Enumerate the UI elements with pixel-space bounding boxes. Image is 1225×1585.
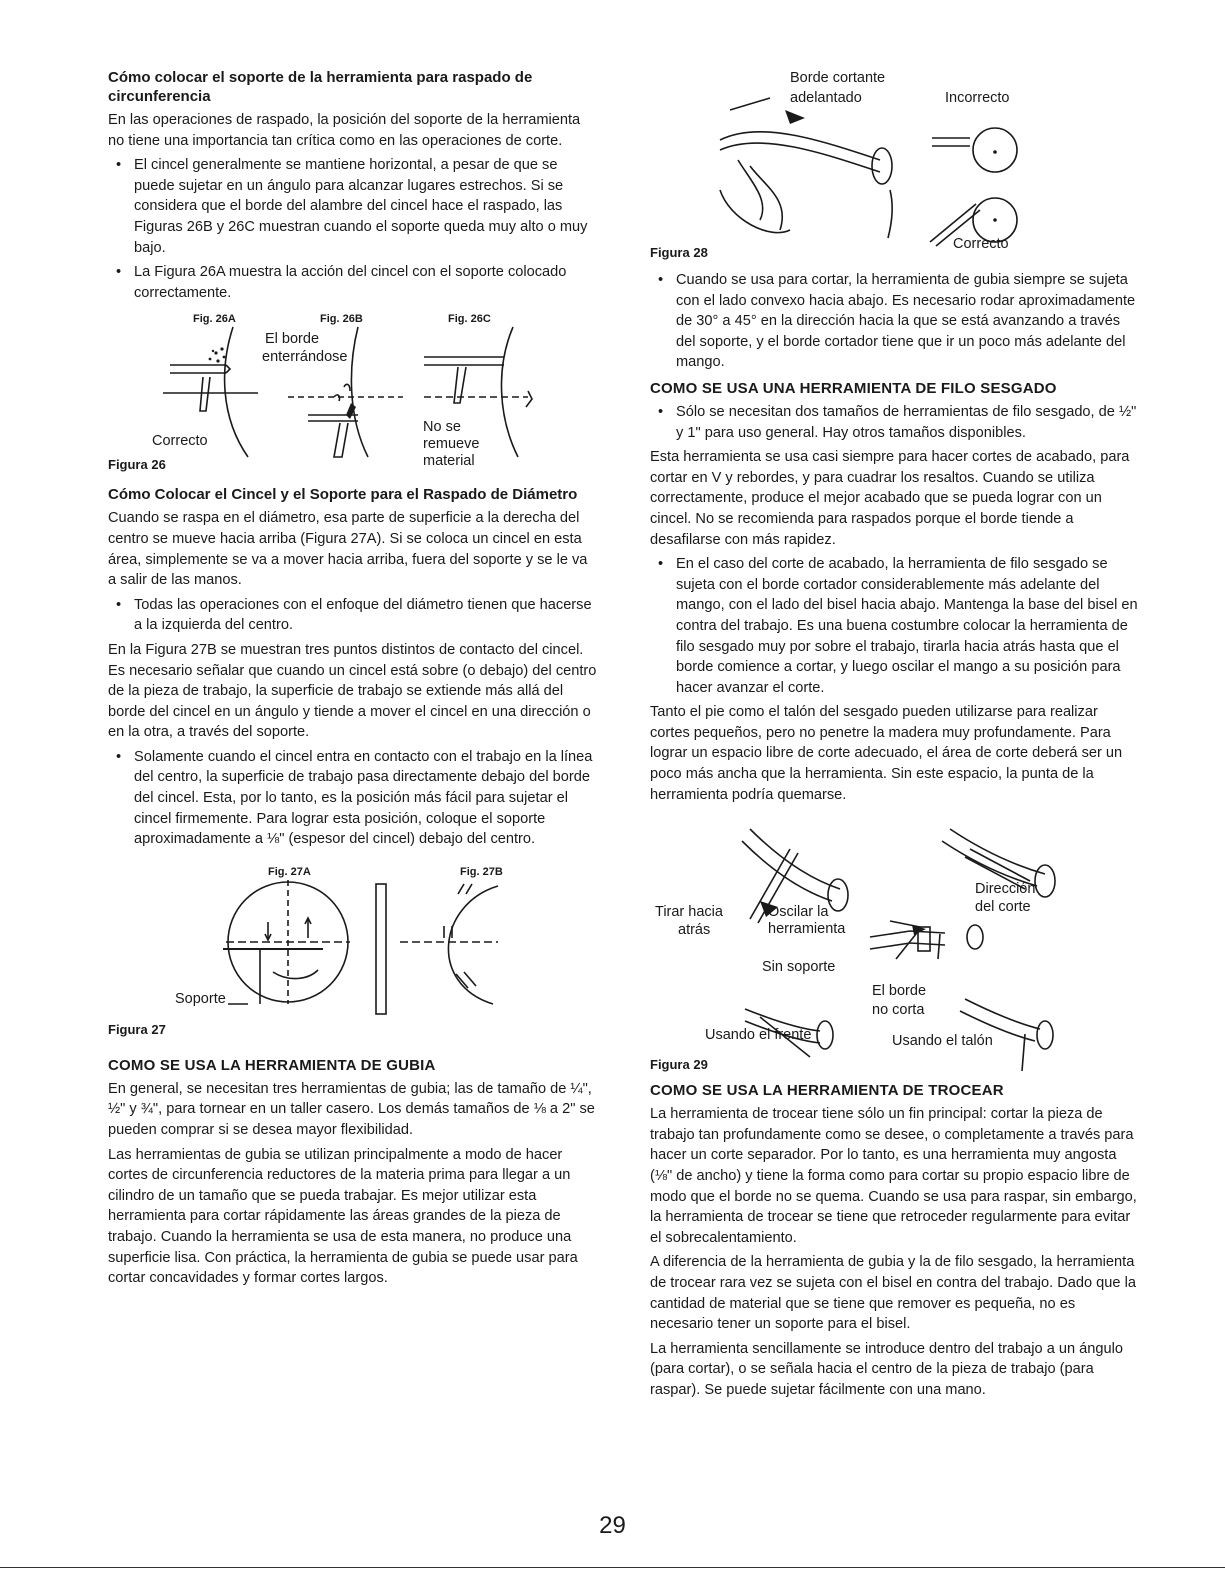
paragraph: En las operaciones de raspado, la posición del soporte de la herramienta no tiene una importancia tan crítica como en las operaciones de corte. [108,112,581,149]
fig-26-label-material: material [423,453,475,470]
bullet-list [650,270,1140,373]
paragraph: La herramienta sencillamente se introduce dentro del trabajo a un ángulo (para cortar), o se señala hacia el centro de la pieza de trabajo (para raspar). Se puede sujetar fácilmente con una mano. [650,1340,1123,1398]
fig-29-label-no-corta: no corta [872,1002,925,1019]
paragraph: Cuando se raspa en el diámetro, esa parte de superficie a la derecha del centro se mueve hacia arriba (Figura 27A). Si se coloca un cincel en esta área, simplemente se va a mover hacia arriba, fuera del soporte y se le va a salir de las manos. [108,510,588,589]
section-title-filo-sesgado: COMO SE USA UNA HERRAMIENTA DE FILO SESGADO [650,379,1057,397]
figure-27 [108,854,598,1037]
bullet-list [650,554,1140,698]
fig-26a-label: Fig. 26A [193,313,236,326]
list-item: • Sólo se necesitan dos tamaños de herramientas de filo sesgado, de ½" y 1" para uso general. Hay otros tamaños disponibles. [650,402,1140,443]
fig-26b-label: Fig. 26B [320,313,363,326]
figure-28 [650,70,1140,262]
fig-29-label-tirar-hacia: Tirar hacia [655,904,723,921]
fig-29-label-herramienta: herramienta [768,921,846,938]
fig-28-label-incorrecto: Incorrecto [945,90,1010,106]
fig-29-label-sin-soporte: Sin soporte [762,959,836,976]
figure-28-caption: Figura 28 [650,245,708,260]
paragraph: Las herramientas de gubia se utilizan principalmente a modo de hacer cortes de circunferencia reductores de la materia prima para llegar a un cilindro de un tamaño que se pueda trabajar. Es mejor utilizar esta herramienta para cortar rápidamente las áreas grandes de la pieza de trabajo. Cuando la herramienta se usa de esta manera, no produce una superficie lisa. Con práctica, la herramienta de gubia se puede usar para cortar concavidades y formar cortes largos. [108,1146,578,1287]
fig-29-label-del-corte: del corte [975,899,1031,916]
fig-26c-label: Fig. 26C [448,313,491,326]
list-item: • El cincel generalmente se mantiene horizontal, a pesar de que se puede sujetar en un ángulo para alcanzar lugares estrechos. Si se considera que el borde del alambre del cincel hace el raspado, las Figuras 26B y 26C muestran cuando el soporte queda muy alto o muy bajo. [108,155,598,258]
section-title-gubia: COMO SE USA LA HERRAMIENTA DE GUBIA [108,1056,436,1074]
figure-26 [108,307,598,475]
fig-29-label-usando-talon: Usando el talón [892,1033,993,1050]
paragraph: A diferencia de la herramienta de gubia y la de filo sesgado, la herramienta de trocear rara vez se sujeta con el bisel en contra del trabajo. Dado que la cantidad de material que se tiene que remover es pequeña, no es necesario tener un soporte para el bisel. [650,1254,1136,1333]
fig-28-drawing [650,70,1140,262]
list-item: • En el caso del corte de acabado, la herramienta de filo sesgado se sujeta con el borde cortador considerablemente más adelante del mango, con el lado del bisel hacia abajo. Mantenga la base del bisel en contra del trabajo. Es una buena costumbre colocar la herramienta de filo sesgado muy por sobre el trabajo, tirarla hacia atrás hasta que el borde comience a cortar, y luego oscilar el mango a su posición para hacer avanzar el corte. [650,554,1140,698]
paragraph: En general, se necesitan tres herramientas de gubia; las de tamaño de ¼", ½" y ¾", para tornear en un taller casero. Los demás tamaños de ⅛ a 2" se pueden comprar si se desea mayor flexibilidad. [108,1080,595,1139]
figure-29-caption: Figura 29 [650,1057,708,1073]
fig-29-label-oscilar-la: Oscilar la [768,904,829,921]
fig-26-label-enterrandose: enterrándose [262,349,348,366]
fig-29-label-usando-frente: Usando el frente [705,1027,812,1044]
list-item: • Todas las operaciones con el enfoque del diámetro tienen que hacerse a la izquierda del centro. [108,595,598,636]
fig-29-label-el-borde: El borde [872,983,927,1000]
fig-26-label-no-se: No se [423,419,461,436]
fig-27b-label: Fig. 27B [460,865,503,878]
footer-rule [0,1567,1225,1568]
bullet-list [108,595,598,636]
figure-26-caption: Figura 26 [108,457,166,473]
fig-28-label-borde-cortante: Borde cortante [790,70,886,86]
right-column [650,70,1140,1405]
section-title-diametro: Cómo Colocar el Cincel y el Soporte para el Raspado de Diámetro [108,486,578,504]
fig-29-label-direccion: Dirección [975,881,1036,898]
bullet-list [650,402,1140,443]
paragraph: La herramienta de trocear tiene sólo un fin principal: cortar la pieza de trabajo tan profundamente como se desee, o completamente a través para hacer un corte separador. Por lo tanto, es una herramienta muy angosta (⅛" de ancho) y tiene la forma como para cortar su propio espacio libre de modo que el borde no se quema. Cuando se usa para raspar, sin embargo, la herramienta de trocear se tiene que retroceder regularmente para evitar el sobrecalentamiento. [650,1106,1137,1246]
paragraph: Esta herramienta se usa casi siempre para hacer cortes de acabado, para cortar en V y rebordes, y para cuadrar los resaltos. Cuando se utiliza correctamente, produce el mejor acabado que se pueda lograr con un cincel. No se recomienda para raspados porque el borde tiende a desafilarse con más rapidez. [650,449,1130,548]
bullet-list [108,155,598,303]
section-title-trocear: COMO SE USA LA HERRAMIENTA DE TROCEAR [650,1082,1004,1100]
fig-28-label-correcto: Correcto [953,236,1009,252]
list-item: • Cuando se usa para cortar, la herramienta de gubia siempre se sujeta con el lado convexo hacia abajo. Es necesario rodar aproximadamente de 30° a 45° en la dirección hacia la que se está avanzando a través del soporte, y el borde cortador tiene que ir un poco más adelante del mango. [650,270,1140,373]
paragraph: Tanto el pie como el talón del sesgado pueden utilizarse para realizar cortes pequeños, pero no penetre la madera muy profundamente. Para lograr un espacio libre de corte adecuado, el área de corte deberá ser un poco más ancha que la herramienta. Sin este espacio, la punta de la herramienta podría quemarse. [650,704,1123,803]
figure-27-caption: Figura 27 [108,1021,166,1037]
fig-26-label-remueve: remueve [423,436,480,453]
list-item: • Solamente cuando el cincel entra en contacto con el trabajo en la línea del centro, la superficie de trabajo pasa directamente debajo del borde del cincel. Esta, por lo tanto, es la posición más fácil para sujetar el cincel firmemente. Para lograr esta posición, coloque el soporte aproximadamente a ⅛" (espesor del cincel) debajo del centro. [108,747,598,850]
figure-29 [650,809,1140,1079]
fig-28-label-adelantado: adelantado [790,90,862,106]
left-column [108,68,598,1293]
fig-29-label-atras: atrás [678,922,711,939]
fig-27a-label: Fig. 27A [268,865,311,878]
bullet-list [108,747,598,850]
fig-27-label-soporte: Soporte [175,990,226,1007]
fig-26-label-correcto: Correcto [152,433,208,450]
paragraph: En la Figura 27B se muestran tres puntos distintos de contacto del cincel. Es necesario señalar que cuando un cincel está sobre (o debajo) del centro de la pieza de trabajo, la superficie de trabajo se extiende más allá del borde del cincel en un ángulo y tiende a mover el cincel en una dirección o en la otra, a través del soporte. [108,641,597,741]
section-title-circunferencia: Cómo colocar el soporte de la herramienta para raspado de circunferencia [108,69,533,105]
list-item: • La Figura 26A muestra la acción del cincel con el soporte colocado correctamente. [108,262,598,303]
page-number: 29 [599,1512,626,1539]
fig-26-label-borde: El borde [265,331,320,348]
